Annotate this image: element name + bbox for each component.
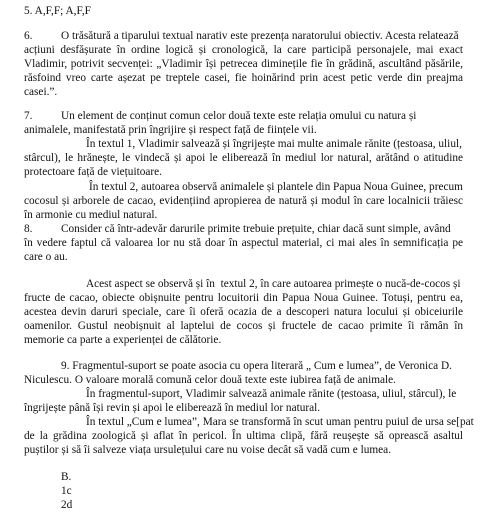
item-7-line: animalele, manifestată prin îngrijire și respect față de ființele vii. bbox=[24, 124, 317, 136]
item-8-line: în vedere faptul că valoarea lor nu stă doar în aspectul material, ci mai ales în semnificația pe bbox=[24, 237, 463, 249]
section-b-item: 1c bbox=[61, 485, 72, 497]
section-b-item: 2d bbox=[61, 499, 73, 511]
item-9-line: În fragmentul-suport, Vladimir salvează animale rănite (țestoasa, uliul, stârcul), le bbox=[86, 388, 457, 400]
item-7-line: cocosul și arborele de cacao, evidențiind apropierea de natură și modul în care localnicii trăiesc bbox=[24, 195, 463, 207]
item-7-line: în armonie cu mediul natural. bbox=[24, 209, 158, 221]
item-7-line: În textul 1, Vladimir salvează și îngrijește mai multe animale rănite (țestoasa, uliul, bbox=[86, 138, 462, 150]
item-7-line: protectoare față de viețuitoare. bbox=[24, 166, 162, 178]
item-9-line: îngrijește până își revin și apoi le eliberează în mediul lor natural. bbox=[24, 402, 321, 414]
item-8-line: oamenilor. Gustul neobișnuit al laptelui de cocos și fructele de cacao primite îi rămân în bbox=[24, 320, 463, 332]
item-8-line: memorie ca parte a experienței de călătorie. bbox=[24, 334, 222, 346]
answer-5: 5. A,F,F; A,F,F bbox=[24, 5, 91, 17]
item-6-number: 6. bbox=[24, 30, 33, 42]
section-b-heading: B. bbox=[61, 471, 72, 483]
item-9-line: Niculescu. O valoare morală comună celor două texte este iubirea față de animale. bbox=[24, 374, 396, 386]
item-6-line: O trăsătură a tiparului textual narativ este prezența naratorului obiectiv. Acesta relatează bbox=[61, 30, 459, 42]
item-7-line: În textul 2, autoarea observă animalele și plantele din Papua Noua Guinee, precum bbox=[89, 181, 463, 193]
item-6-line: casei.”. bbox=[24, 86, 58, 98]
item-7-line: Un element de conținut comun celor două texte este relația omului cu natura și bbox=[61, 110, 417, 122]
item-8-line: fructe de cacao, obiecte obișnuite pentru locuitorii din Papua Noua Guinee. Totuși, pentru ea, bbox=[24, 292, 463, 304]
item-7-line: stârcul), le hrănește, le vindecă și apoi le eliberează în mediul lor natural, arătând o atitudine bbox=[24, 152, 463, 164]
item-8-line: acestea devin daruri speciale, care îi oferă ocazia de a descoperi natura locului și obiceiurile bbox=[24, 306, 463, 318]
item-8-number: 8. bbox=[24, 223, 33, 235]
item-7-number: 7. bbox=[24, 110, 33, 122]
item-9-line: În textul „Cum e lumea”, Mara se transformă în scut uman pentru puiul de ursa se[pat bbox=[86, 416, 474, 428]
item-8-line: care o au. bbox=[24, 251, 68, 263]
item-6-line: Vladimir, potrivit secvenței: „Vladimir își petrecea diminețile fie în grădină, ascultând păsările, bbox=[24, 58, 463, 70]
item-9-line: de la grădina zoologică și aflat în pericol. În ultima clipă, fără reușește să oprească asaltul bbox=[24, 430, 463, 442]
item-6-line: acțiuni desfășurate în ordine logică și cronologică, la care participă personajele, mai exact bbox=[24, 44, 463, 56]
item-6-line: răsfoind vreo carte așezat pe treptele casei, fie hoinărind prin acest petic verde din preajma bbox=[24, 72, 463, 84]
item-9-line: 9. Fragmentul-suport se poate asocia cu opera literară „ Cum e lumea”, de Veronica D. bbox=[61, 360, 452, 372]
item-9-line: puștilor și să îi salveze viața ursulețului care nu voise decât să vadă cum e lumea. bbox=[24, 444, 392, 456]
item-8-line: Consider că într-adevăr darurile primite trebuie prețuite, chiar dacă sunt simple, având bbox=[61, 223, 451, 235]
item-8-line: Acest aspect se observă și în textul 2, în care autoarea primește o nucă-de-cocos și bbox=[86, 278, 461, 290]
